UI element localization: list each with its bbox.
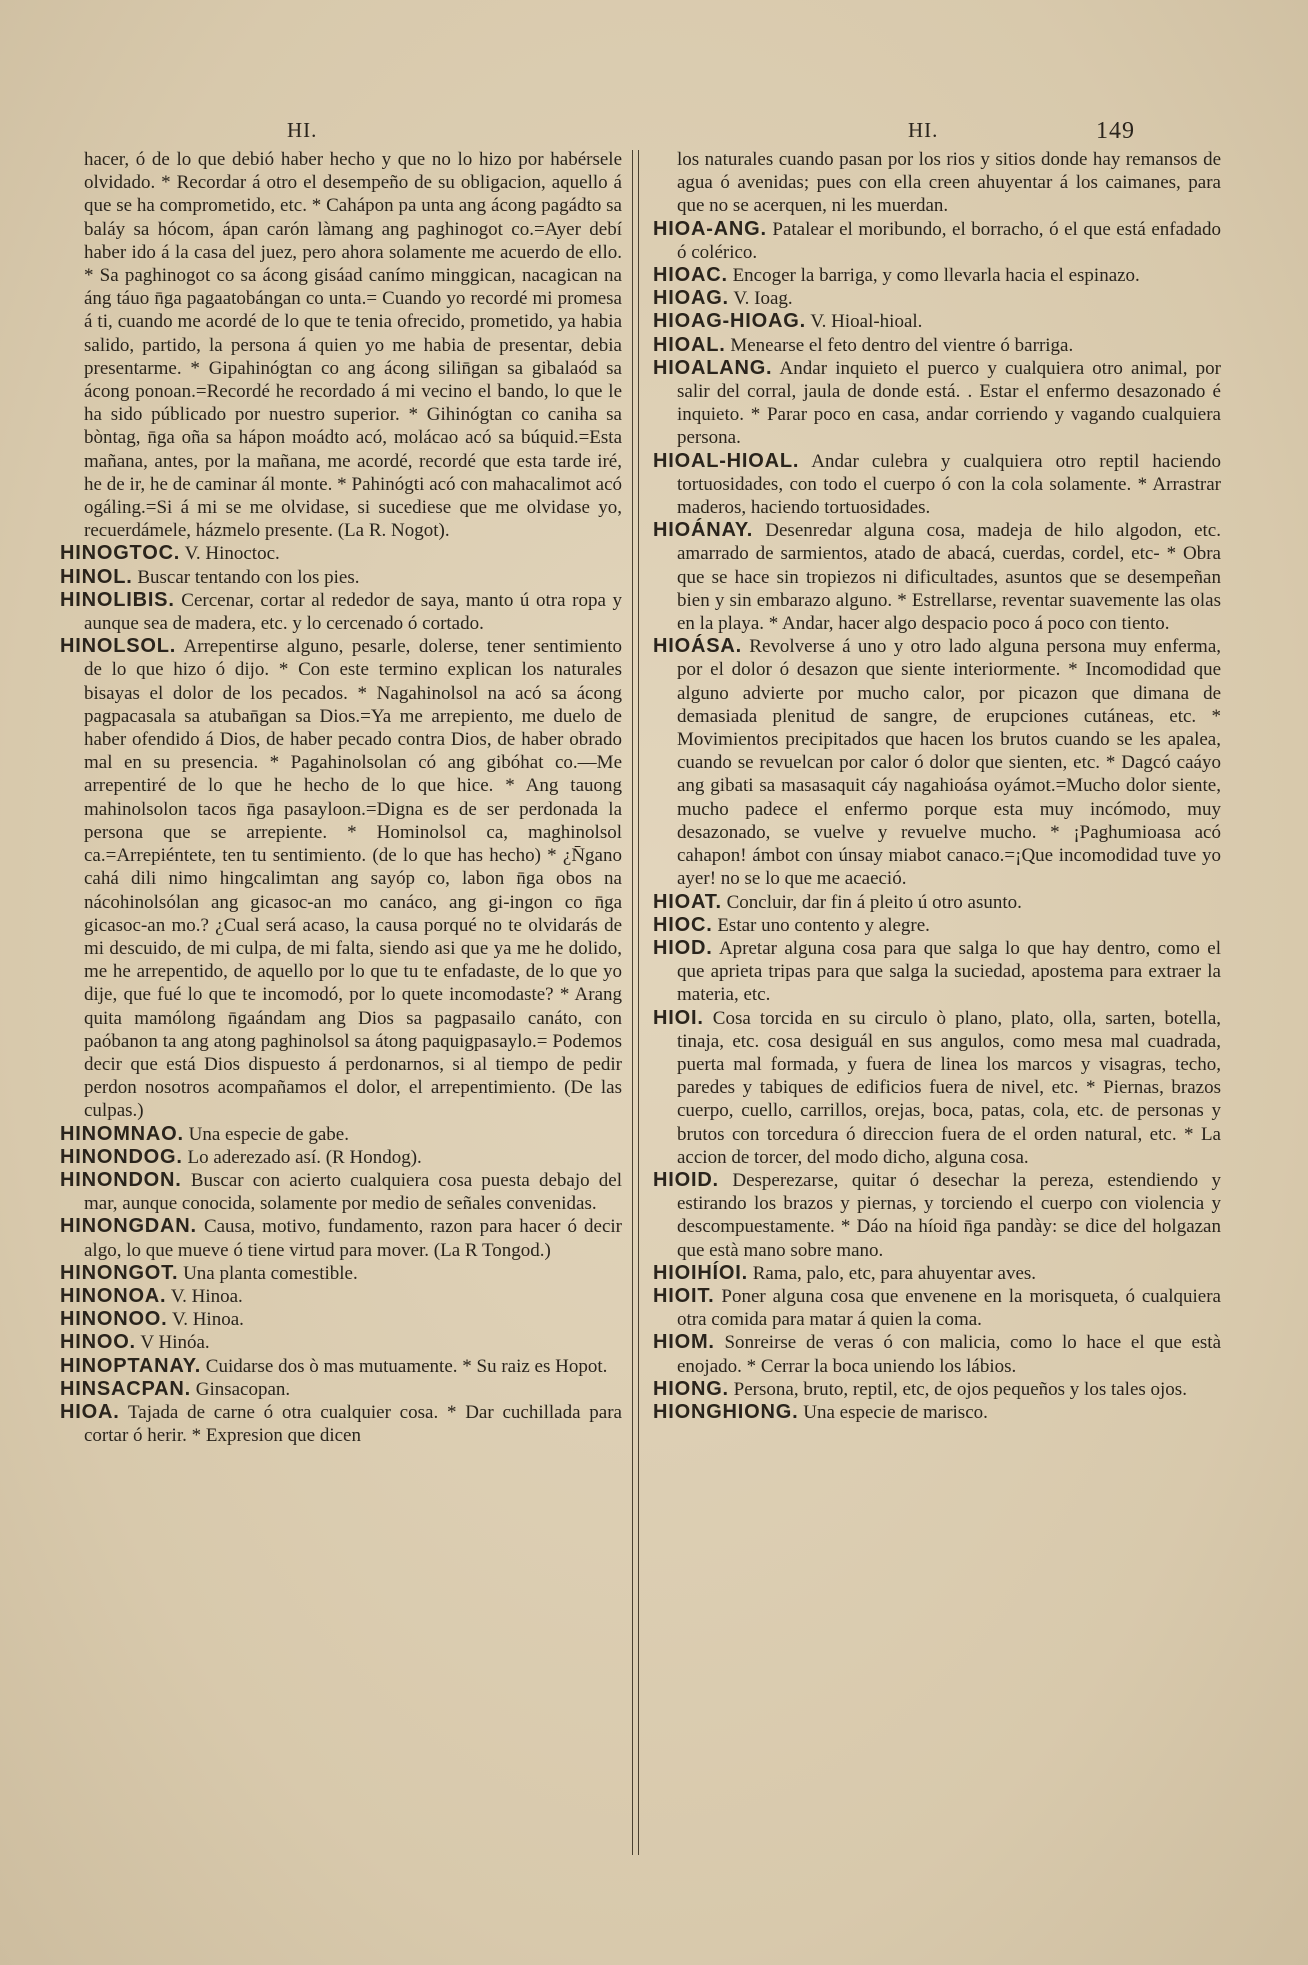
entry-headword: HIOA. (60, 1400, 120, 1423)
entry-headword: HINOLIBIS. (60, 588, 175, 611)
left-running-head: HI. (287, 118, 318, 142)
entry-headword: HINOMNAO. (60, 1122, 184, 1145)
entry-headword: HIOÁSA. (653, 635, 742, 658)
dictionary-entry (653, 1169, 1221, 1262)
dictionary-entry (60, 542, 622, 565)
entry-headword: HIONG. (653, 1377, 729, 1400)
dictionary-entry (653, 635, 1221, 890)
entry-headword: HIOIT. (653, 1284, 715, 1307)
entry-definition: Patalear el moribundo, el borracho, ó el que está enfadado ó colérico. (677, 218, 1221, 263)
entry-definition: Desenredar alguna cosa, madeja de hilo algodon, etc. amarrado de sarmientos, atado de abacá, cuerdas, cordel, etc- * Obra que se hace sin tropiezos ni dificultades, asuntos que se desempeñan bien y sin embarazo alguno. * Estrellarse, reventar suavemente las olas en la playa. * Andar, hacer algo despacio poco á poco con tiento. (677, 520, 1221, 635)
dictionary-entry (653, 1378, 1221, 1401)
entry-definition: V. Hioal-hioal. (810, 311, 923, 333)
entry-definition: Buscar con acierto cualquiera cosa puesta debajo del mar, aunque conocida, solamente por medio de señales convenidas. (84, 1169, 623, 1215)
entry-definition: Sonreirse de veras ó con malicia, como lo hace el que està enojado. * Cerrar la boca uniendo los lábios. (677, 1332, 1221, 1377)
entry-definition: Cercenar, cortar al rededor de saya, manto ú otra ropa y aunque sea de madera, etc. y lo cercenado ó cortado. (84, 589, 622, 635)
entry-definition: Una planta comestible. (183, 1262, 358, 1284)
dictionary-entry (60, 1378, 622, 1401)
entry-definition: Andar culebra y cualquiera otro reptil haciendo tortuosidades, con todo el cuerpo ó con la cola solamente. * Arrastrar maderos, haciendo tortuosidades. (677, 450, 1221, 519)
entry-headword: HINONGDAN. (60, 1215, 197, 1238)
entry-definition: hacer, ó de lo que debió haber hecho y que no lo hizo por habérsele olvidado. * Recordar á otro el desempeño de su obligacion, aquello á que se ha comprometido, etc. * Caháp​on pa unta ang ácong pagádto sa baláy sa hócom, ápan carón làmang ang paghinogot co.=Ayer debí haber ido á la casa del juez, pero ahora solamente me acuerdo de ello. * Sa paghinogot co sa ácong gisáad canímo minggican, nacagican na áng táuo n̄ga pagaatobángan co unta.= Cuando yo recordé mi promesa á ti, cuando me acordé de lo que te tenia ofrecido, prometido, ya habia salido, partido, la persona á quien yo me habia de presentar, debia presentarme. * Gipahinógtan co ang ácong silin̄gan sa gibalaód sa ácong ponoan.=Recordé he recordado á mi vecino el bando, lo que le ha sido públicado por nuestro superior. * Gihinógtan co caniha sa bòntag, n̄ga oña sa hápon moádto acó, molácao acó sa búquid.=Esta mañana, antes, por la mañana, me acordé, recordé que esta tarde iré, he de ir, he de caminar ál monte. * Pahinógti acó con mahacalimot acó ogáling.=Si á mi se me olvidase, si sucediese que me olvidase yo, recuerdámele, házmelo presente. (La R. Nogot). (84, 149, 622, 542)
entry-definition: V. Hinoctoc. (184, 543, 280, 565)
dictionary-entry (60, 1285, 622, 1308)
entry-definition: V. Ioag. (733, 288, 793, 310)
dictionary-entry (653, 264, 1221, 287)
entry-headword: HIOI. (653, 1006, 704, 1029)
entry-headword: HINONOA. (60, 1284, 167, 1307)
entry-definition: Rama, palo, etc, para ahuyentar aves. (752, 1262, 1037, 1284)
dictionary-entry (60, 589, 622, 635)
entry-definition: Revolverse á uno y otro lado alguna persona muy enferma, por el dolor ó desazon que siente interiormente. * Incomodidad que alguno advierte por mucho calor, por picazon que dimana de demasiada plenitud de sangre, de erupciones cutáneas, etc. * Movimientos precipitados que hacen los brutos cuando se les apalea, cuando se revuelcan por calor ó dolor que sienten, etc. * Dagcó caáyo ang gibati sa masasaquit cáy nagahioása oyámot.=Mucho dolor siente, mucho padece el enfermo porque esta muy incómodo, muy desazonado, se vuelve y revuelve mucho. * ¡Paghumioasa acó cahapon! ámbot con únsay miabot canaco.=¡Que incomodidad tuve yo ayer! no se lo que me acaeció. (677, 636, 1222, 890)
right-running-head: HI. (908, 118, 939, 142)
entry-definition: Arrepentirse alguno, pesarle, dolerse, tener sentimiento de lo que hizo ó dijo. * Con este termino explican los naturales bisayas el dolor de los pecados. * Nagahinolsol na acó sa ácong pagpacasala sa atuban̄gan sa Dios.=Ya me arrepiento, me duelo de haber ofendido á Dios, de haber pecado contra Dios, de haber obrado mal en su presencia. * Pagahinolsolan có ang gibóhat co.—Me arrepentiré de lo que he hecho de lo que hice. * Ang tauong mahinolsolon tacos n̄ga pasayloon.=Digna es de ser perdonada la persona que se arrepiente. * Hominolsol ca, maghinolsol ca.=Arrepiéntete, ten tu sentimiento. (de lo que has hecho) * ¿N̄gano cahá dili nimo hingcalimtan ang sayóp co, labon n̄ga obos na nácohinolsólan ang gicasoc-an mo canáco, ang gi-ingon co n̄ga gicasoc-an mo.? ¿Cual será acaso, la causa porqué no te olvidarás de mi descuido, de mi culpa, de mi falta, siendo asi que ya me he dolido, me he arrepentido, de aquello por lo que tu te enfadaste, de lo que yo dije, que fué lo que te incomodó, por lo quete incomodaste? * Arang quita mamólong n̄gaándam ang Dios sa pagpasailo canáto, con paóbanon ta ang atong paghinolsol sa átong paquigpasaylo.= Podemos decir que está Dios dispuesto á perdonarnos, si al tiempo de pedir perdon nosotros acompañamos el dolor, el arrepentimiento. (De las culpas.) (84, 636, 623, 1122)
dictionary-entry (60, 1401, 622, 1447)
entry-headword: HIOAL. (653, 333, 726, 356)
entry-definition: Andar inquieto el puerco y cualquiera otro animal, por salir del corral, jaula de donde está. . Estar el enfermo desazonado é inquieto. * Parar poco en casa, andar corriendo y vagando cualquiera persona. (677, 357, 1221, 449)
dictionary-entry (60, 1262, 622, 1285)
entry-definition: V Hinóa. (140, 1332, 210, 1354)
dictionary-entry (653, 218, 1221, 264)
entry-headword: HINOGTOC. (60, 542, 181, 565)
dictionary-entry (653, 1285, 1221, 1331)
page-number: 149 (1096, 118, 1135, 144)
entry-definition: Lo aderezado así. (R Hondog). (187, 1146, 422, 1168)
entry-headword: HIOAG. (653, 287, 729, 310)
entry-headword: HINOPTANAY. (60, 1354, 202, 1377)
entry-headword: HINONGOT. (60, 1261, 179, 1284)
dictionary-entry (60, 1215, 622, 1261)
entry-headword: HIOC. (653, 913, 713, 936)
entry-definition: Cosa torcida en su circulo ò plano, plato, olla, sarten, botella, tinaja, etc. cosa desiguál en sus angulos, como mesa mal cuadrada, puerta mal formada, y fuera de linea los marcos y visagras, techo, paredes y tabiques de edificios fuera de nivel, etc. * Piernas, brazos cuerpo, cuello, carrillos, orejas, boca, patas, cola, etc. de personas y brutos con torcedura ó direccion fuera de el orden natural, etc. * La accion de torcer, del modo dicho, alguna cosa. (677, 1007, 1222, 1168)
entry-headword: HIOAT. (653, 890, 722, 913)
dictionary-entry (653, 310, 1221, 333)
entry-headword: HIOIHÍOI. (653, 1261, 748, 1284)
entry-headword: HIOA-ANG. (653, 217, 767, 240)
entry-definition: Poner alguna cosa que envenene en la morisqueta, ó cualquiera otra comida para matar á quien la coma. (677, 1285, 1221, 1331)
entry-definition: Concluir, dar fin á pleito ú otro asunto. (726, 891, 1022, 913)
entry-headword: HIOD. (653, 936, 713, 959)
entry-definition: los naturales cuando pasan por los rios y sitios donde hay remansos de agua ó avenidas; pues con ella creen ahuyentar á los caimanes, para que no se acerquen, ni les muerdan. (677, 149, 1221, 217)
dictionary-entry (653, 519, 1221, 635)
right-column (653, 148, 1221, 1424)
entry-headword: HIOÁNAY. (653, 519, 754, 542)
dictionary-entry (60, 1123, 622, 1146)
entry-headword: HINONOO. (60, 1308, 168, 1331)
entry-definition: Tajada de carne ó otra cualquier cosa. * Dar cuchillada para cortar ó herir. * Expresion que dicen (84, 1401, 622, 1447)
dictionary-entry (653, 357, 1221, 450)
entry-definition: Estar uno contento y alegre. (717, 914, 930, 936)
entry-definition: Persona, bruto, reptil, etc, de ojos pequeños y los tales ojos. (733, 1378, 1187, 1400)
dictionary-entry (60, 1146, 622, 1169)
dictionary-entry (60, 1355, 622, 1378)
entry-definition: Buscar tentando con los pies. (137, 566, 360, 588)
entry-definition: Encoger la barriga, y como llevarla hacia el espinazo. (732, 265, 1140, 287)
page-header (0, 118, 1308, 152)
dictionary-entry (60, 1331, 622, 1354)
dictionary-entry (653, 334, 1221, 357)
dictionary-entry (653, 450, 1221, 520)
dictionary-entry (653, 148, 1221, 218)
entry-definition: Una especie de marisco. (803, 1401, 988, 1423)
dictionary-entry (60, 1169, 622, 1215)
entry-headword: HIONGHIONG. (653, 1400, 799, 1423)
dictionary-entry (653, 287, 1221, 310)
dictionary-entry (60, 148, 622, 542)
dictionary-entry (653, 1331, 1221, 1377)
dictionary-entry (653, 1401, 1221, 1424)
entry-headword: HIOALANG. (653, 356, 773, 379)
entry-headword: HIOID. (653, 1168, 719, 1191)
entry-headword: HIOAC. (653, 264, 728, 287)
dictionary-entry (653, 937, 1221, 1007)
entry-headword: HINOL. (60, 565, 133, 588)
dictionary-entry (653, 914, 1221, 937)
column-divider (632, 150, 639, 1855)
dictionary-entry (60, 1308, 622, 1331)
entry-definition: Menearse el feto dentro del vientre ó barriga. (730, 334, 1074, 356)
entry-definition: V. Hinoa. (171, 1309, 244, 1331)
dictionary-entry (653, 1007, 1221, 1169)
entry-headword: HINONDOG. (60, 1145, 183, 1168)
entry-definition: Cuidarse dos ò mas mutuamente. * Su raiz es Hopot. (205, 1355, 608, 1377)
dictionary-entry (60, 635, 622, 1122)
entry-definition: Ginsacopan. (195, 1378, 291, 1400)
entry-definition: Causa, motivo, fundamento, razon para hacer ó decir algo, lo que mueve ó tiene virtud para mover. (La R Tongod.) (84, 1216, 622, 1261)
dictionary-entry (653, 891, 1221, 914)
entry-definition: Una especie de gabe. (188, 1123, 349, 1145)
entry-headword: HIOAG-HIOAG. (653, 310, 806, 333)
left-column (60, 148, 622, 1447)
entry-headword: HINSACPAN. (60, 1377, 191, 1400)
entry-headword: HINONDON. (60, 1168, 182, 1191)
entry-headword: HINOO. (60, 1331, 136, 1354)
dictionary-entry (653, 1262, 1221, 1285)
entry-definition: V. Hinoa. (170, 1285, 243, 1307)
dictionary-entry (60, 566, 622, 589)
entry-headword: HIOM. (653, 1331, 715, 1354)
entry-headword: HINOLSOL. (60, 635, 177, 658)
entry-headword: HIOAL-HIOAL. (653, 449, 800, 472)
entry-definition: Apretar alguna cosa para que salga lo que hay dentro, como el que aprieta tripas para que salga la suciedad, apostema para extraer la materia, etc. (677, 937, 1221, 1006)
entry-definition: Desperezarse, quitar ó desechar la pereza, estendiendo y estirando los brazos y piernas, y torciendo el cuerpo con violencia y descompuestamente. * Dáo na híoid n̄ga pandày: se dice del holgazan que està mano sobre mano. (677, 1169, 1222, 1261)
